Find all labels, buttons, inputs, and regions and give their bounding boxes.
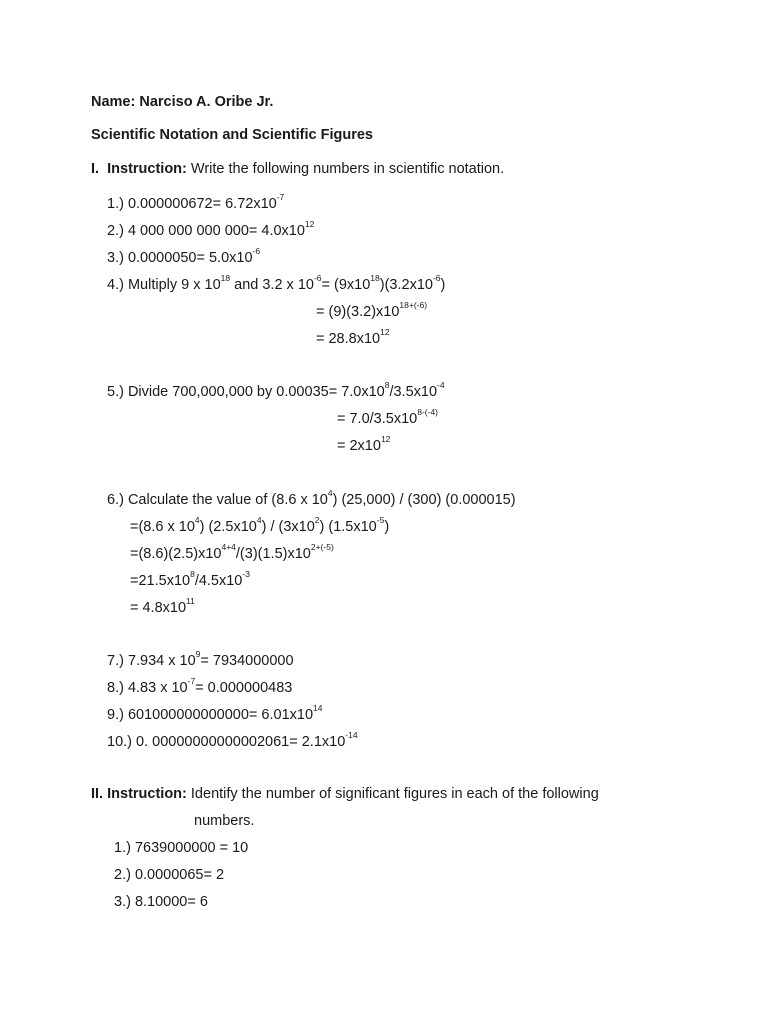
exponent: -7: [187, 676, 196, 687]
s1-item-5: [107, 380, 445, 401]
exponent: 11: [186, 596, 195, 607]
exponent: -4: [437, 380, 445, 391]
s1-item-4-step-2: [316, 327, 390, 348]
s1-item-8: [107, 676, 293, 697]
s1-item-5-step-1: [337, 407, 438, 428]
text-fragment: = 2x10: [337, 438, 381, 454]
text-fragment: 4.) Multiply 9 x 10: [107, 277, 221, 293]
text-fragment: ) (1.5x10: [319, 519, 377, 535]
exponent: 18: [370, 273, 380, 284]
text-fragment: 5.) Divide 700,000,000 by 0.00035= 7.0x10: [107, 384, 385, 400]
name-line: [91, 93, 273, 111]
exponent: 8: [384, 380, 390, 391]
section1-numeral: I.: [91, 161, 100, 177]
exponent: 4: [194, 515, 200, 526]
text-fragment: ) / (3x10: [261, 519, 315, 535]
s1-item-5-step-2: [337, 434, 391, 455]
text-fragment: ): [384, 519, 390, 535]
exponent: 9: [195, 649, 201, 660]
text-fragment: 8.) 4.83 x 10: [107, 680, 188, 696]
page-title: [91, 126, 373, 144]
exponent: 8-(-4): [417, 407, 438, 418]
text-fragment: /3.5x10: [389, 384, 438, 400]
s1-item-7: [107, 649, 294, 670]
name-value: Narciso A. Oribe Jr.: [139, 94, 274, 110]
exponent: 14: [313, 703, 323, 714]
exponent: 8: [190, 569, 195, 580]
text-fragment: /(3)(1.5)x10: [235, 546, 311, 562]
text-fragment: = (9x10: [321, 277, 371, 293]
exponent: -3: [242, 569, 250, 580]
s1-item-10: [107, 730, 358, 751]
text-fragment: 7.) 7.934 x 10: [107, 653, 196, 669]
exponent: -6: [252, 246, 261, 257]
exponent: -5: [376, 515, 385, 526]
text-fragment: = 4.8x10: [130, 600, 187, 616]
section1-instruction-label: Instruction:: [107, 161, 187, 177]
exponent: -7: [276, 192, 285, 203]
s1-item-6: [107, 488, 516, 509]
section1-instruction: [91, 160, 504, 178]
exponent: -6: [432, 273, 441, 284]
s1-item-4: [107, 273, 446, 294]
text-fragment: ) (25,000) / (300) (0.000015): [332, 492, 516, 508]
s1-item-6-step-3: [130, 569, 250, 590]
section2-instruction: [91, 785, 599, 803]
s2-item-3: 3.) 8.10000= 6: [114, 894, 208, 910]
s1-item-9: [107, 703, 323, 724]
section1-instruction-text: Write the following numbers in scientific notation.: [190, 161, 505, 177]
section2-instruction-cont: numbers.: [194, 813, 255, 829]
text-fragment: ) (2.5x10: [199, 519, 257, 535]
exponent: -14: [345, 730, 358, 741]
text-fragment: = 0.000000483: [195, 680, 293, 696]
text-fragment: =(8.6)(2.5)x10: [130, 546, 222, 562]
exponent: 4: [327, 488, 333, 499]
text-fragment: = (9)(3.2)x10: [316, 304, 400, 320]
text-fragment: 1.) 0.000000672= 6.72x10: [107, 196, 277, 212]
text-fragment: 10.) 0. 00000000000002061= 2.1x10: [107, 734, 346, 750]
text-fragment: 2.) 4 000 000 000 000= 4.0x10: [107, 223, 305, 239]
section2-instruction-label: Instruction:: [107, 786, 187, 802]
text-fragment: = 7934000000: [200, 653, 294, 669]
s1-item-6-step-2: [130, 542, 334, 563]
text-fragment: 6.) Calculate the value of (8.6 x 10: [107, 492, 328, 508]
text-fragment: )(3.2x10: [379, 277, 433, 293]
exponent: 4+4: [221, 542, 236, 553]
text-fragment: =(8.6 x 10: [130, 519, 195, 535]
s2-item-1: 1.) 7639000000 = 10: [114, 840, 249, 856]
text-fragment: and 3.2 x 10: [230, 277, 314, 293]
text-fragment: = 7.0/3.5x10: [337, 411, 418, 427]
exponent: 18: [220, 273, 231, 284]
page-title-text: Scientific Notation and Scientific Figures: [91, 127, 373, 143]
exponent: -6: [313, 273, 322, 284]
name-label: Name:: [91, 94, 136, 110]
s1-item-6-step-4: [130, 596, 195, 617]
section2-instruction-text: Identify the number of significant figures in each of the following: [190, 786, 599, 802]
s1-item-4-step-1: [316, 300, 428, 321]
s1-item-3: [107, 246, 261, 267]
text-fragment: 3.) 0.0000050= 5.0x10: [107, 250, 253, 266]
text-fragment: = 28.8x10: [316, 331, 381, 347]
s2-item-2: 2.) 0.0000065= 2: [114, 867, 225, 883]
exponent: 2+(-5): [310, 542, 334, 553]
text-fragment: /4.5x10: [194, 573, 243, 589]
s1-item-2: [107, 219, 315, 240]
exponent: 4: [256, 515, 262, 526]
exponent: 12: [380, 327, 390, 338]
exponent: 18+(-6): [399, 300, 428, 311]
text-fragment: =21.5x10: [130, 573, 191, 589]
exponent: 2: [314, 515, 320, 526]
exponent: 12: [380, 434, 391, 445]
s1-item-6-step-1: [130, 515, 390, 536]
text-fragment: 9.) 601000000000000= 6.01x10: [107, 707, 314, 723]
s1-item-1: [107, 192, 285, 213]
section2-numeral: II.: [91, 786, 104, 802]
text-fragment: ): [440, 277, 446, 293]
exponent: 12: [304, 219, 315, 230]
